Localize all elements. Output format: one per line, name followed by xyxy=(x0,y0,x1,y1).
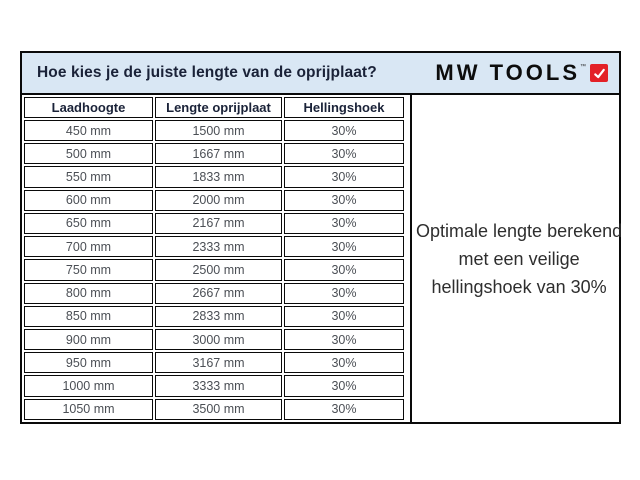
page-title: Hoe kies je de juiste lengte van de oprijplaat? xyxy=(37,64,377,81)
table-cell: 3167 mm xyxy=(155,352,282,373)
table-cell: 30% xyxy=(284,143,404,164)
table-cell: 2833 mm xyxy=(155,306,282,327)
table-cell: 30% xyxy=(284,399,404,420)
table-cell: 1500 mm xyxy=(155,120,282,141)
table-cell: 550 mm xyxy=(24,166,153,187)
table-cell: 450 mm xyxy=(24,120,153,141)
column-header-laadhoogte: Laadhoogte xyxy=(24,97,153,118)
table-row xyxy=(24,143,404,164)
table-cell: 2333 mm xyxy=(155,236,282,257)
table-cell: 2667 mm xyxy=(155,283,282,304)
note-line: hellingshoek van 30% xyxy=(431,276,607,297)
table-header-row xyxy=(24,97,404,118)
red-check-icon xyxy=(590,64,608,82)
table-cell: 500 mm xyxy=(24,143,153,164)
table-cell: 3000 mm xyxy=(155,329,282,350)
note-line: met een veilige xyxy=(458,248,580,269)
table-cell: 3333 mm xyxy=(155,375,282,396)
table-cell: 30% xyxy=(284,375,404,396)
table-cell: 650 mm xyxy=(24,213,153,234)
table-cell: 2167 mm xyxy=(155,213,282,234)
table-cell: 1050 mm xyxy=(24,399,153,420)
table-row xyxy=(24,190,404,211)
table-cell: 30% xyxy=(284,190,404,211)
table-row xyxy=(24,166,404,187)
table-row xyxy=(24,352,404,373)
ramp-length-table xyxy=(22,95,406,422)
table-row xyxy=(24,213,404,234)
table-head xyxy=(24,97,404,118)
trademark-mark: ™ xyxy=(580,64,586,70)
table-cell: 30% xyxy=(284,352,404,373)
content-area xyxy=(22,95,623,422)
table-row xyxy=(24,120,404,141)
table-cell: 30% xyxy=(284,166,404,187)
table-cell: 30% xyxy=(284,120,404,141)
table-row xyxy=(24,259,404,280)
side-note-panel xyxy=(410,95,626,422)
table-cell: 1667 mm xyxy=(155,143,282,164)
table-cell: 1833 mm xyxy=(155,166,282,187)
infographic-frame xyxy=(20,51,621,424)
table-cell: 2500 mm xyxy=(155,259,282,280)
table-cell: 950 mm xyxy=(24,352,153,373)
table-cell: 30% xyxy=(284,306,404,327)
table-row xyxy=(24,236,404,257)
column-header-hellingshoek: Hellingshoek xyxy=(284,97,404,118)
logo-text: MW TOOLS xyxy=(435,60,580,85)
table-row xyxy=(24,399,404,420)
table-row xyxy=(24,375,404,396)
table-cell: 1000 mm xyxy=(24,375,153,396)
table-cell: 800 mm xyxy=(24,283,153,304)
table-cell: 700 mm xyxy=(24,236,153,257)
table-cell: 600 mm xyxy=(24,190,153,211)
table-row xyxy=(24,329,404,350)
table-cell: 2000 mm xyxy=(155,190,282,211)
table-cell: 30% xyxy=(284,236,404,257)
table-cell: 750 mm xyxy=(24,259,153,280)
table-body xyxy=(24,120,404,420)
table-cell: 30% xyxy=(284,259,404,280)
table-cell: 30% xyxy=(284,329,404,350)
table-row xyxy=(24,283,404,304)
table-row xyxy=(24,306,404,327)
table-cell: 3500 mm xyxy=(155,399,282,420)
table-cell: 30% xyxy=(284,213,404,234)
note-line: Optimale lengte berekend xyxy=(416,220,623,241)
table-cell: 900 mm xyxy=(24,329,153,350)
column-header-lengte-oprijplaat: Lengte oprijplaat xyxy=(155,97,282,118)
mw-tools-logo xyxy=(435,62,608,84)
header-bar xyxy=(22,53,619,95)
table-cell: 850 mm xyxy=(24,306,153,327)
table-cell: 30% xyxy=(284,283,404,304)
